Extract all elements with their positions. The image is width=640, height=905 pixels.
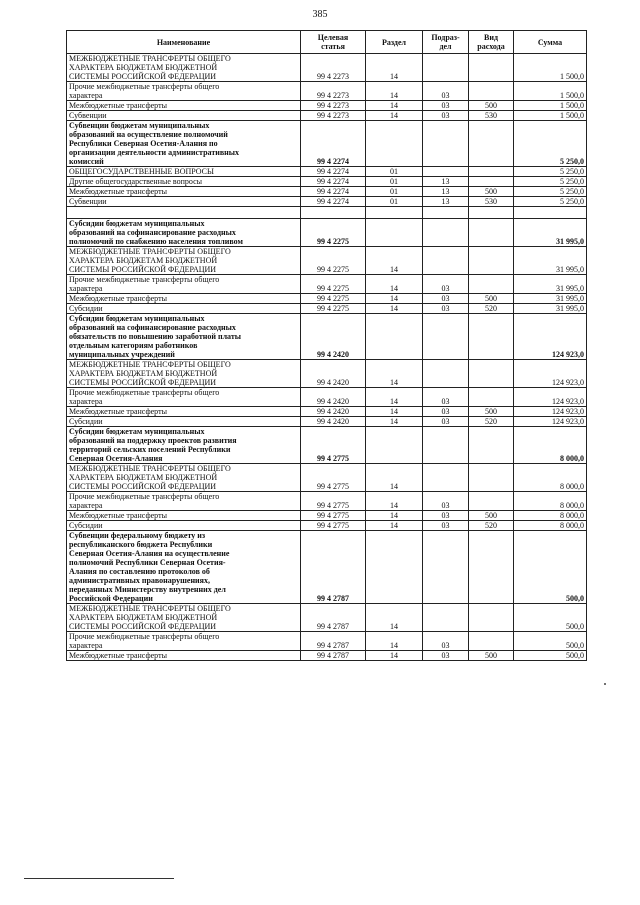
cell-subsection	[423, 360, 469, 388]
table-row	[67, 111, 587, 121]
cell-target-article: 99 4 2775	[301, 511, 366, 521]
cell-name: ОБЩЕГОСУДАРСТВЕННЫЕ ВОПРОСЫ	[67, 167, 301, 177]
cell-sum: 8 000,0	[514, 464, 587, 492]
cell-subsection	[423, 604, 469, 632]
cell-target-article: 99 4 2420	[301, 360, 366, 388]
cell-sum: 1 500,0	[514, 54, 587, 82]
cell-expense-kind	[469, 314, 514, 360]
cell-subsection	[423, 531, 469, 604]
cell-section: 14	[366, 604, 423, 632]
table-row	[67, 492, 587, 511]
cell-name: Субсидии бюджетам муниципальных образований на софинансирование расходных обязательств по повышению заработной платы отдельным категориям работников муниципальных учреждений	[67, 314, 301, 360]
cell-target-article: 99 4 2787	[301, 632, 366, 651]
cell-section: 14	[366, 111, 423, 121]
header-sum: Сумма	[514, 31, 587, 54]
scan-speck	[604, 683, 606, 685]
cell-expense-kind	[469, 177, 514, 187]
cell-expense-kind: 530	[469, 111, 514, 121]
cell-name: МЕЖБЮДЖЕТНЫЕ ТРАНСФЕРТЫ ОБЩЕГО ХАРАКТЕРА БЮДЖЕТАМ БЮДЖЕТНОЙ СИСТЕМЫ РОССИЙСКОЙ ФЕДЕРАЦИИ	[67, 54, 301, 82]
cell-subsection: 03	[423, 388, 469, 407]
cell-section: 14	[366, 521, 423, 531]
cell-name: МЕЖБЮДЖЕТНЫЕ ТРАНСФЕРТЫ ОБЩЕГО ХАРАКТЕРА БЮДЖЕТАМ БЮДЖЕТНОЙ СИСТЕМЫ РОССИЙСКОЙ ФЕДЕРАЦИИ	[67, 247, 301, 275]
cell-sum: 500,0	[514, 531, 587, 604]
cell-name: МЕЖБЮДЖЕТНЫЕ ТРАНСФЕРТЫ ОБЩЕГО ХАРАКТЕРА БЮДЖЕТАМ БЮДЖЕТНОЙ СИСТЕМЫ РОССИЙСКОЙ ФЕДЕРАЦИИ	[67, 604, 301, 632]
cell-sum: 31 995,0	[514, 275, 587, 294]
cell-name: Другие общегосударственные вопросы	[67, 177, 301, 187]
cell-name: Субсидии бюджетам муниципальных образований на поддержку проектов развития территорий сельских поселений Республики Северная Осетия-Алания	[67, 427, 301, 464]
cell-expense-kind	[469, 121, 514, 167]
cell-expense-kind	[469, 427, 514, 464]
cell-subsection: 03	[423, 275, 469, 294]
cell-expense-kind	[469, 531, 514, 604]
table-row	[67, 177, 587, 187]
cell-subsection: 03	[423, 111, 469, 121]
footnote-separator	[24, 878, 174, 879]
cell-section	[366, 219, 423, 247]
table-row	[67, 651, 587, 661]
cell-name: Субвенции	[67, 111, 301, 121]
cell-sum: 5 250,0	[514, 121, 587, 167]
cell-expense-kind	[469, 632, 514, 651]
cell-name: Прочие межбюджетные трансферты общего характера	[67, 632, 301, 651]
cell-target-article: 99 4 2275	[301, 247, 366, 275]
cell-name: Прочие межбюджетные трансферты общего характера	[67, 82, 301, 101]
cell-subsection: 13	[423, 187, 469, 197]
table-row	[67, 314, 587, 360]
cell-name: Субсидии	[67, 304, 301, 314]
cell-target-article: 99 4 2420	[301, 388, 366, 407]
table-row	[67, 531, 587, 604]
cell-sum: 124 923,0	[514, 388, 587, 407]
table-row	[67, 207, 587, 219]
cell-name	[67, 207, 301, 219]
cell-section: 14	[366, 360, 423, 388]
cell-sum: 5 250,0	[514, 187, 587, 197]
cell-section: 14	[366, 511, 423, 521]
cell-section: 01	[366, 167, 423, 177]
cell-subsection	[423, 219, 469, 247]
cell-subsection: 13	[423, 197, 469, 207]
cell-target-article: 99 4 2273	[301, 54, 366, 82]
cell-sum: 5 250,0	[514, 177, 587, 187]
cell-sum: 31 995,0	[514, 247, 587, 275]
cell-target-article: 99 4 2787	[301, 604, 366, 632]
cell-target-article: 99 4 2273	[301, 111, 366, 121]
cell-target-article: 99 4 2420	[301, 314, 366, 360]
cell-expense-kind	[469, 275, 514, 294]
cell-sum: 124 923,0	[514, 360, 587, 388]
cell-expense-kind	[469, 247, 514, 275]
cell-subsection: 03	[423, 511, 469, 521]
cell-expense-kind: 500	[469, 294, 514, 304]
cell-name: Субвенции федеральному бюджету из республиканского бюджета Республики Северная Осетия-Алания на осуществление полномочий Республики Северная Осетия- Алания по составлению протоколов об административных правонарушениях, переданных Министерству внутренних дел Российской Федерации	[67, 531, 301, 604]
cell-target-article: 99 4 2775	[301, 464, 366, 492]
cell-section: 14	[366, 651, 423, 661]
cell-expense-kind	[469, 219, 514, 247]
cell-subsection: 03	[423, 101, 469, 111]
cell-sum: 1 500,0	[514, 111, 587, 121]
budget-table	[66, 30, 587, 661]
header-name: Наименование	[67, 31, 301, 54]
cell-subsection	[423, 464, 469, 492]
table-row	[67, 167, 587, 177]
cell-sum: 124 923,0	[514, 407, 587, 417]
cell-section: 14	[366, 407, 423, 417]
cell-expense-kind	[469, 167, 514, 177]
table-row	[67, 417, 587, 427]
cell-sum: 31 995,0	[514, 219, 587, 247]
cell-sum: 5 250,0	[514, 197, 587, 207]
cell-sum	[514, 207, 587, 219]
cell-section	[366, 314, 423, 360]
table-row	[67, 121, 587, 167]
cell-target-article: 99 4 2775	[301, 492, 366, 511]
cell-expense-kind	[469, 54, 514, 82]
cell-expense-kind	[469, 82, 514, 101]
table-row	[67, 304, 587, 314]
table-row	[67, 101, 587, 111]
cell-name: Прочие межбюджетные трансферты общего характера	[67, 492, 301, 511]
cell-expense-kind: 520	[469, 304, 514, 314]
table-row	[67, 82, 587, 101]
cell-section: 14	[366, 304, 423, 314]
cell-target-article: 99 4 2273	[301, 82, 366, 101]
table-row	[67, 360, 587, 388]
cell-section: 14	[366, 464, 423, 492]
table-row	[67, 219, 587, 247]
table-row	[67, 54, 587, 82]
table-row	[67, 407, 587, 417]
cell-name: Субсидии бюджетам муниципальных образований на софинансирование расходных полномочий по снабжению населения топливом	[67, 219, 301, 247]
cell-target-article: 99 4 2787	[301, 531, 366, 604]
cell-section: 14	[366, 275, 423, 294]
cell-target-article: 99 4 2275	[301, 304, 366, 314]
cell-subsection: 13	[423, 177, 469, 187]
cell-subsection: 03	[423, 82, 469, 101]
cell-target-article: 99 4 2274	[301, 197, 366, 207]
cell-sum: 8 000,0	[514, 427, 587, 464]
cell-subsection: 03	[423, 304, 469, 314]
cell-section: 01	[366, 187, 423, 197]
cell-name: Субвенции	[67, 197, 301, 207]
cell-target-article: 99 4 2275	[301, 294, 366, 304]
table-row	[67, 511, 587, 521]
cell-target-article	[301, 207, 366, 219]
cell-subsection: 03	[423, 294, 469, 304]
cell-subsection: 03	[423, 651, 469, 661]
cell-sum: 5 250,0	[514, 167, 587, 177]
cell-target-article: 99 4 2275	[301, 219, 366, 247]
cell-target-article: 99 4 2787	[301, 651, 366, 661]
table-header-row	[67, 31, 587, 54]
table-row	[67, 275, 587, 294]
header-target-article: Целевая статья	[301, 31, 366, 54]
cell-sum: 31 995,0	[514, 294, 587, 304]
cell-target-article: 99 4 2775	[301, 521, 366, 531]
cell-section: 14	[366, 54, 423, 82]
table-row	[67, 294, 587, 304]
cell-subsection	[423, 54, 469, 82]
cell-expense-kind	[469, 360, 514, 388]
cell-name: Межбюджетные трансферты	[67, 294, 301, 304]
cell-name: Межбюджетные трансферты	[67, 651, 301, 661]
page-number: 385	[312, 9, 328, 20]
table-row	[67, 521, 587, 531]
cell-expense-kind: 500	[469, 651, 514, 661]
header-expense-kind: Вид расхода	[469, 31, 514, 54]
cell-expense-kind: 500	[469, 101, 514, 111]
table-row	[67, 464, 587, 492]
cell-expense-kind: 500	[469, 407, 514, 417]
cell-subsection	[423, 247, 469, 275]
cell-name: Межбюджетные трансферты	[67, 511, 301, 521]
cell-name: Субвенции бюджетам муниципальных образований на осуществление полномочий Республики Северная Осетия-Алания по организации деятельности административных комиссий	[67, 121, 301, 167]
cell-subsection: 03	[423, 492, 469, 511]
cell-sum: 124 923,0	[514, 417, 587, 427]
cell-sum: 500,0	[514, 651, 587, 661]
cell-section: 14	[366, 82, 423, 101]
cell-expense-kind	[469, 492, 514, 511]
cell-subsection: 03	[423, 407, 469, 417]
cell-sum: 1 500,0	[514, 101, 587, 111]
cell-section: 14	[366, 632, 423, 651]
cell-sum: 31 995,0	[514, 304, 587, 314]
cell-sum: 1 500,0	[514, 82, 587, 101]
cell-subsection	[423, 314, 469, 360]
cell-section: 01	[366, 177, 423, 187]
cell-sum: 500,0	[514, 604, 587, 632]
cell-section: 14	[366, 294, 423, 304]
header-subsection: Подраз- дел	[423, 31, 469, 54]
cell-expense-kind: 520	[469, 521, 514, 531]
table-row	[67, 187, 587, 197]
cell-subsection	[423, 167, 469, 177]
cell-target-article: 99 4 2420	[301, 417, 366, 427]
table-row	[67, 632, 587, 651]
cell-expense-kind	[469, 464, 514, 492]
cell-target-article: 99 4 2273	[301, 101, 366, 111]
cell-section	[366, 531, 423, 604]
cell-target-article: 99 4 2775	[301, 427, 366, 464]
cell-name: Межбюджетные трансферты	[67, 187, 301, 197]
table-row	[67, 427, 587, 464]
cell-expense-kind: 500	[469, 511, 514, 521]
cell-section	[366, 121, 423, 167]
cell-section: 14	[366, 101, 423, 111]
table-row	[67, 247, 587, 275]
header-section: Раздел	[366, 31, 423, 54]
table-row	[67, 388, 587, 407]
cell-subsection	[423, 121, 469, 167]
cell-subsection	[423, 427, 469, 464]
cell-subsection: 03	[423, 521, 469, 531]
table-body	[67, 54, 587, 661]
cell-target-article: 99 4 2275	[301, 275, 366, 294]
cell-name: Межбюджетные трансферты	[67, 101, 301, 111]
cell-name: Прочие межбюджетные трансферты общего характера	[67, 275, 301, 294]
cell-expense-kind	[469, 604, 514, 632]
cell-sum: 500,0	[514, 632, 587, 651]
cell-subsection: 03	[423, 417, 469, 427]
cell-section	[366, 207, 423, 219]
cell-name: Прочие межбюджетные трансферты общего характера	[67, 388, 301, 407]
cell-section: 14	[366, 492, 423, 511]
cell-name: Субсидии	[67, 521, 301, 531]
cell-sum: 8 000,0	[514, 511, 587, 521]
cell-target-article: 99 4 2274	[301, 177, 366, 187]
cell-expense-kind: 530	[469, 197, 514, 207]
cell-sum: 8 000,0	[514, 492, 587, 511]
cell-expense-kind: 500	[469, 187, 514, 197]
cell-section: 14	[366, 247, 423, 275]
cell-section: 01	[366, 197, 423, 207]
cell-target-article: 99 4 2274	[301, 167, 366, 177]
cell-sum: 8 000,0	[514, 521, 587, 531]
table-row	[67, 197, 587, 207]
cell-name: Межбюджетные трансферты	[67, 407, 301, 417]
cell-sum: 124 923,0	[514, 314, 587, 360]
cell-section	[366, 427, 423, 464]
cell-expense-kind	[469, 388, 514, 407]
cell-target-article: 99 4 2274	[301, 121, 366, 167]
cell-subsection: 03	[423, 632, 469, 651]
cell-section: 14	[366, 417, 423, 427]
cell-expense-kind	[469, 207, 514, 219]
cell-name: Субсидии	[67, 417, 301, 427]
cell-name: МЕЖБЮДЖЕТНЫЕ ТРАНСФЕРТЫ ОБЩЕГО ХАРАКТЕРА БЮДЖЕТАМ БЮДЖЕТНОЙ СИСТЕМЫ РОССИЙСКОЙ ФЕДЕРАЦИИ	[67, 360, 301, 388]
table-row	[67, 604, 587, 632]
cell-target-article: 99 4 2274	[301, 187, 366, 197]
cell-expense-kind: 520	[469, 417, 514, 427]
cell-subsection	[423, 207, 469, 219]
cell-section: 14	[366, 388, 423, 407]
cell-name: МЕЖБЮДЖЕТНЫЕ ТРАНСФЕРТЫ ОБЩЕГО ХАРАКТЕРА БЮДЖЕТАМ БЮДЖЕТНОЙ СИСТЕМЫ РОССИЙСКОЙ ФЕДЕРАЦИИ	[67, 464, 301, 492]
cell-target-article: 99 4 2420	[301, 407, 366, 417]
